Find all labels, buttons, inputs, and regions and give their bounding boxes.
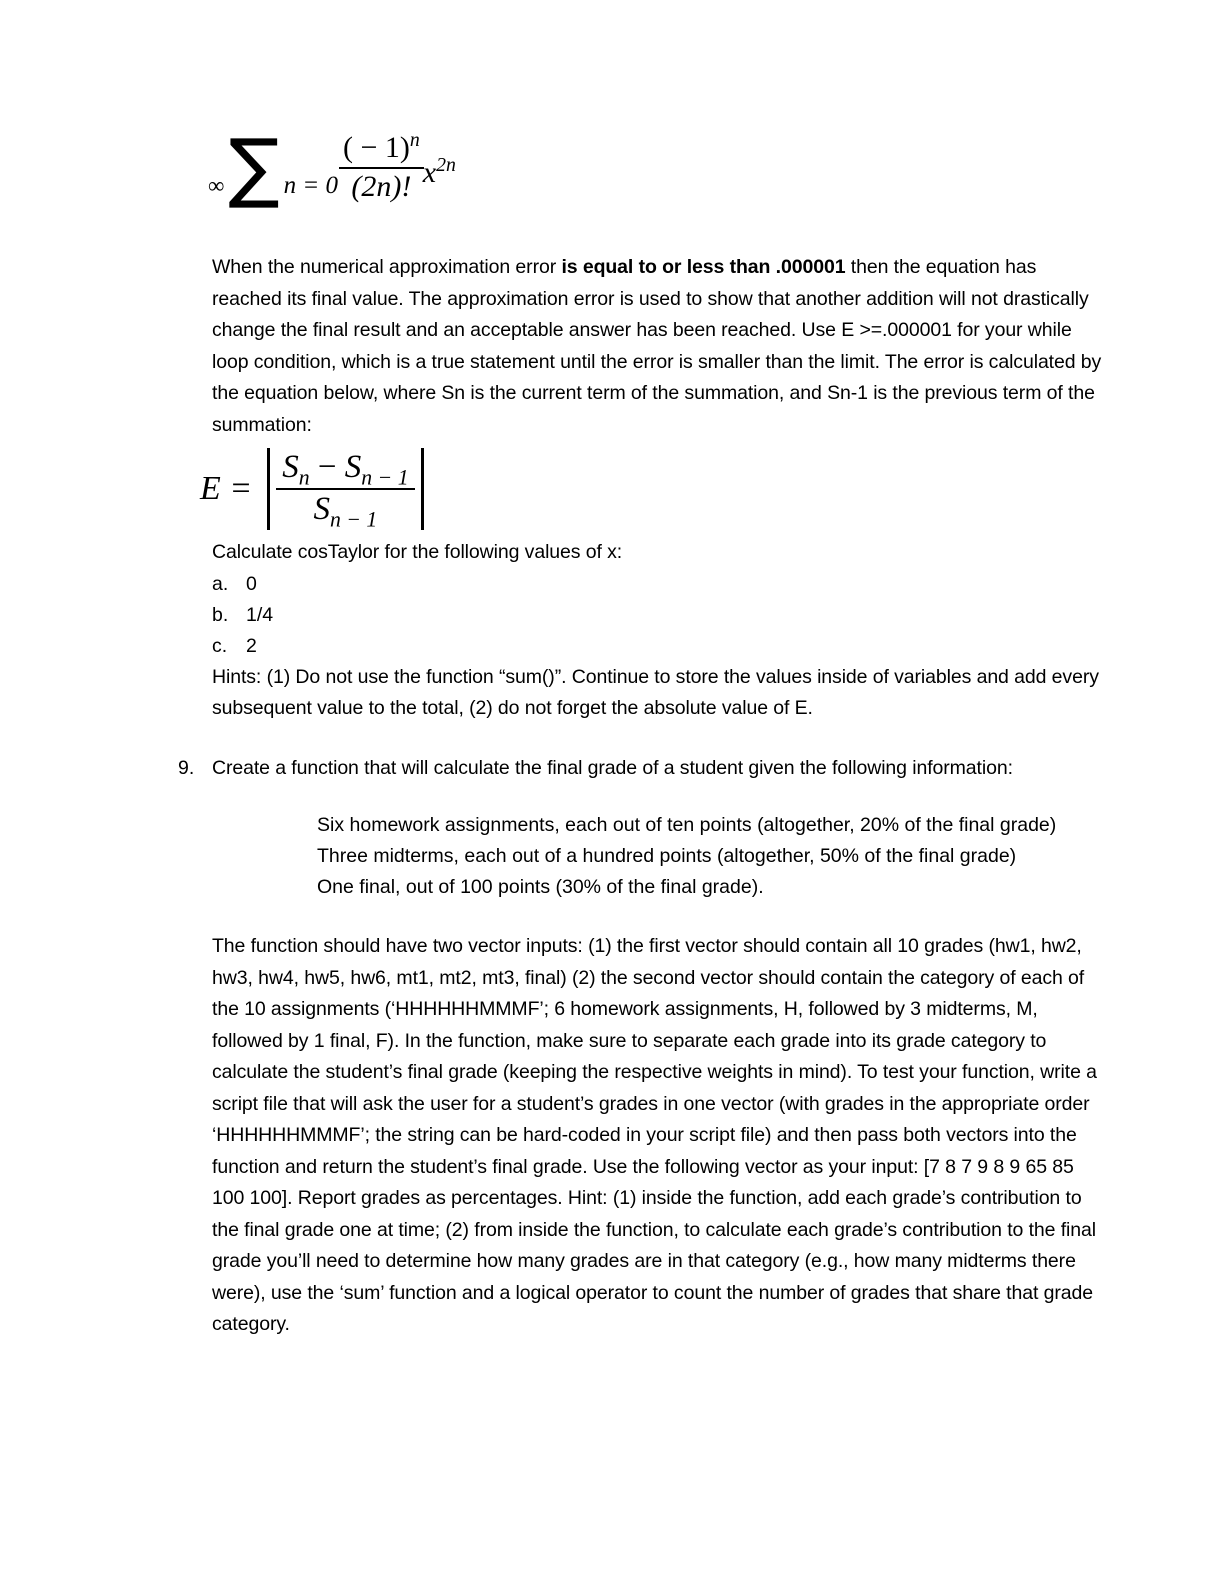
error-equation: [200, 443, 1078, 535]
grade-breakdown-line: Three midterms, each out of a hundred points (altogether, 50% of the final grade): [317, 845, 1017, 867]
denominator-term: S: [313, 491, 330, 527]
minus-sign: −: [309, 449, 345, 486]
x-values-list: [212, 569, 1078, 662]
calculate-intro-paragraph: Calculate cosTaylor for the following values of x:: [212, 541, 623, 563]
list-item-marker: a.: [212, 572, 229, 595]
taylor-variable-term: [422, 153, 456, 190]
summation-lower-limit: n = 0: [283, 172, 338, 200]
list-item-value: 0: [246, 572, 257, 595]
list-item: [212, 600, 1078, 631]
question-9-intro: Create a function that will calculate the final grade of a student given the following information:: [212, 756, 1013, 779]
error-intro-part2: then the equation has reached its final value. The approximation error is used to show that another addition will not drastically change the final result and an acceptable answer has been reached. Use E >=.000001 for your while loop condition, which is a true statement until the error is smaller than the limit. The error is calculated by the equation below, where Sn is the current term of the summation, and Sn-1 is the previous term of the summation:: [212, 256, 1102, 436]
numerator-term-a-sub: n: [298, 466, 310, 490]
error-numerator: [276, 448, 414, 490]
list-item-marker: c.: [212, 634, 228, 657]
question-9: [178, 753, 1097, 1341]
summation-operator: [208, 122, 338, 212]
question-9-details: The function should have two vector inputs: (1) the first vector should contain all 10 grades (hw1, hw2, hw3, hw4, hw5, hw6, mt1, mt2, mt3, final) (2) the second vector should contain the category of each of the 10 assignments (‘HHHHHHMMMF’; 6 homework assignments, H, followed by 3 midterms, M, followed by 1 final, F). In the function, make sure to separate each grade into its grade category to calculate the student’s final grade (keeping the respective weights in mind). To test your function, write a script file that will ask the user for a student’s grades in one vector (with grades in the appropriate order ‘HHHHHHMMMF’; the string can be hard-coded in your script file) and then pass both vectors into the function and return the student’s final grade. Use the following vector as your input: [7 8 7 9 8 9 65 85 100 100]. Report grades as percentages. Hint: (1) inside the function, add each grade’s contribution to the final grade one at time; (2) from inside the function, to calculate each grade’s contribution to the final grade you’ll need to determine how many grades are in that category (e.g., how many midterms there were), use the ‘sum’ function and a logical operator to count the number of grades that share that grade category.: [212, 935, 1097, 1335]
error-equation-lhs: E =: [200, 470, 253, 507]
list-item: [212, 569, 1078, 600]
numerator-term-b-sub: n − 1: [361, 466, 409, 490]
page-content: [178, 122, 1102, 1341]
grade-breakdown-line: Six homework assignments, each out of ten points (altogether, 20% of the final grade): [317, 814, 1057, 836]
numerator-term-b: S: [344, 449, 362, 486]
list-item-value: 2: [246, 634, 257, 657]
absolute-bar-left-icon: [267, 448, 270, 529]
error-fraction: [276, 448, 414, 532]
list-item-value: 1/4: [246, 603, 274, 626]
variable-x: x: [422, 155, 437, 189]
sigma-icon: ∑: [228, 122, 280, 212]
question-9-body: [212, 753, 1104, 1341]
absolute-value-group: [262, 448, 428, 532]
grade-breakdown-block: [317, 810, 1104, 903]
denominator-term-sub: n − 1: [329, 507, 378, 532]
error-intro-paragraph: [212, 252, 1104, 441]
taylor-fraction: [339, 130, 424, 205]
list-item: [212, 631, 1078, 662]
summation-upper-limit: ∞: [208, 173, 225, 199]
error-denominator: [276, 490, 414, 530]
error-threshold-bold: is equal to or less than .000001: [561, 256, 846, 278]
taylor-series-equation: [208, 122, 1078, 248]
taylor-numerator: [339, 130, 424, 169]
hints-paragraph: Hints: (1) Do not use the function “sum()”. Continue to store the values inside of variables and add every subsequent value to the total, (2) do not forget the absolute value of E.: [212, 665, 1099, 719]
list-item-marker: b.: [212, 603, 229, 626]
block-spacer: [212, 903, 1104, 931]
error-intro-part1: When the numerical approximation error: [212, 256, 562, 278]
taylor-denominator: (2n)!: [351, 169, 412, 203]
question-9-marker: 9.: [178, 756, 195, 779]
numerator-term-a: S: [282, 449, 299, 486]
variable-exponent: 2n: [436, 153, 456, 176]
grade-breakdown-line: One final, out of 100 points (30% of the final grade).: [317, 876, 764, 898]
numerator-exponent: n: [409, 129, 420, 151]
numerator-base: ( − 1): [343, 131, 410, 164]
absolute-bar-right-icon: [421, 448, 424, 529]
